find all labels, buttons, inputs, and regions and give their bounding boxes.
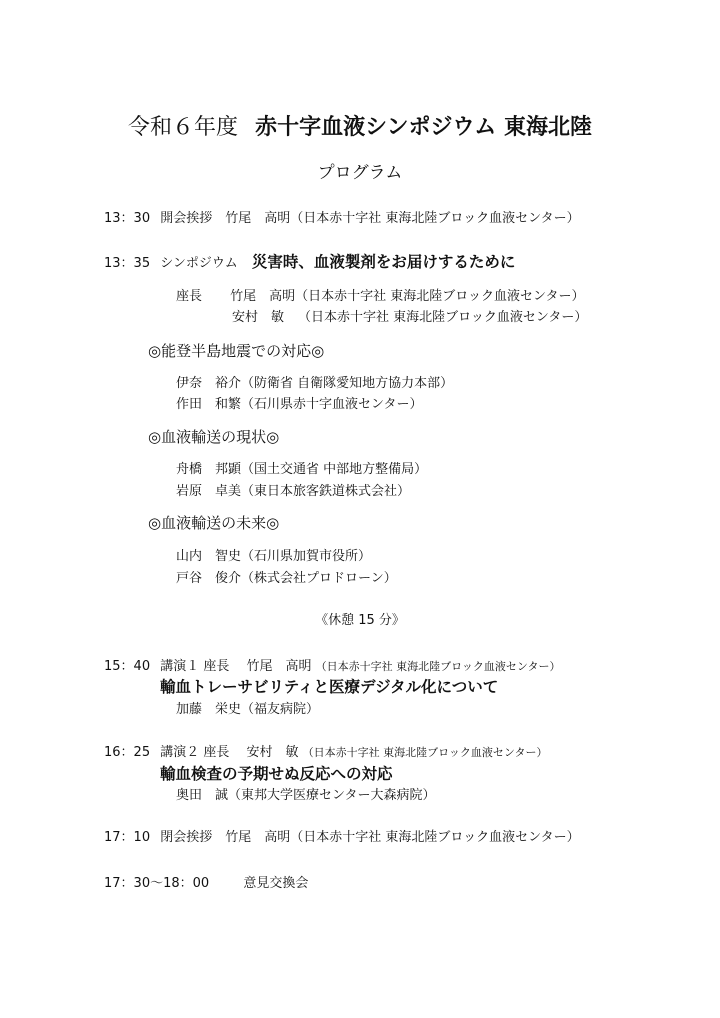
chair-org: （日本赤十字社 東海北陸ブロック血液センター） [295, 289, 585, 304]
section-heading: ◎血液輸送の未来◎ [148, 514, 280, 532]
closing-text: 閉会挨拶 竹尾 高明（日本赤十字社 東海北陸ブロック血液センター） [160, 830, 580, 845]
reception-text: 意見交換会 [243, 876, 309, 891]
opening-time: 13：30 [104, 211, 151, 226]
lecture1-label: 講演１ 座長 竹尾 高明 [160, 659, 312, 674]
chair-org: （日本赤十字社 東海北陸ブロック血液センター） [298, 310, 588, 325]
page-subtitle: プログラム [317, 163, 403, 183]
speaker-row: 舟橋 邦顕（国土交通省 中部地方整備局） [176, 462, 428, 477]
lecture2-time: 16：25 [104, 745, 151, 760]
chair-name: 竹尾 高明 [230, 289, 296, 304]
opening-row [104, 207, 580, 226]
chair-role: 座長 [176, 289, 203, 304]
lecture2-label: 講演２ 座長 安村 敏 [160, 745, 299, 760]
lecture2-org: （日本赤十字社 東海北陸ブロック血液センター） [302, 746, 548, 759]
speaker-row: 山内 智史（石川県加賀市役所） [176, 549, 372, 564]
title-prefix: 令和６年度 [128, 115, 239, 140]
speaker-row: 戸谷 俊介（株式会社プロドローン） [176, 571, 397, 586]
symposium-time: 13：35 [104, 256, 151, 271]
symposium-theme: 災害時、血液製剤をお届けするために [251, 253, 516, 271]
chair-name: 安村 敏 [232, 310, 285, 325]
lecture2-row [104, 741, 547, 760]
lecture2-title: 輸血検査の予期せぬ反応への対応 [160, 765, 393, 783]
symposium-row [104, 250, 515, 272]
speaker-row: 伊奈 裕介（防衛省 自衛隊愛知地方協力本部） [176, 376, 454, 391]
reception-time: 17：30〜18：00 [104, 876, 210, 891]
lecture1-time: 15：40 [104, 659, 151, 674]
lecture1-row [104, 655, 560, 674]
page-title [0, 110, 720, 141]
chair-row [232, 306, 587, 325]
symposium-label: シンポジウム [160, 256, 238, 271]
lecture2-speaker: 奥田 誠（東邦大学医療センター大森病院） [176, 788, 436, 803]
reception-row [104, 872, 308, 891]
title-main: 赤十字血液シンポジウム 東海北陸 [255, 115, 592, 140]
opening-text: 開会挨拶 竹尾 高明（日本赤十字社 東海北陸ブロック血液センター） [160, 211, 580, 226]
speaker-row: 作田 和繁（石川県赤十字血液センター） [176, 397, 423, 412]
speaker-row: 岩原 卓美（東日本旅客鉄道株式会社） [176, 484, 411, 499]
lecture1-speaker: 加藤 栄史（福友病院） [176, 702, 320, 717]
break-label: 《休憩 15 分》 [315, 613, 405, 628]
chair-row [176, 285, 585, 304]
closing-row [104, 826, 580, 845]
section-heading: ◎血液輸送の現状◎ [148, 428, 280, 446]
lecture1-title: 輸血トレーサビリティと医療デジタル化について [160, 678, 499, 696]
closing-time: 17：10 [104, 830, 151, 845]
lecture1-org: （日本赤十字社 東海北陸ブロック血液センター） [315, 660, 561, 673]
section-heading: ◎能登半島地震での対応◎ [148, 342, 325, 360]
